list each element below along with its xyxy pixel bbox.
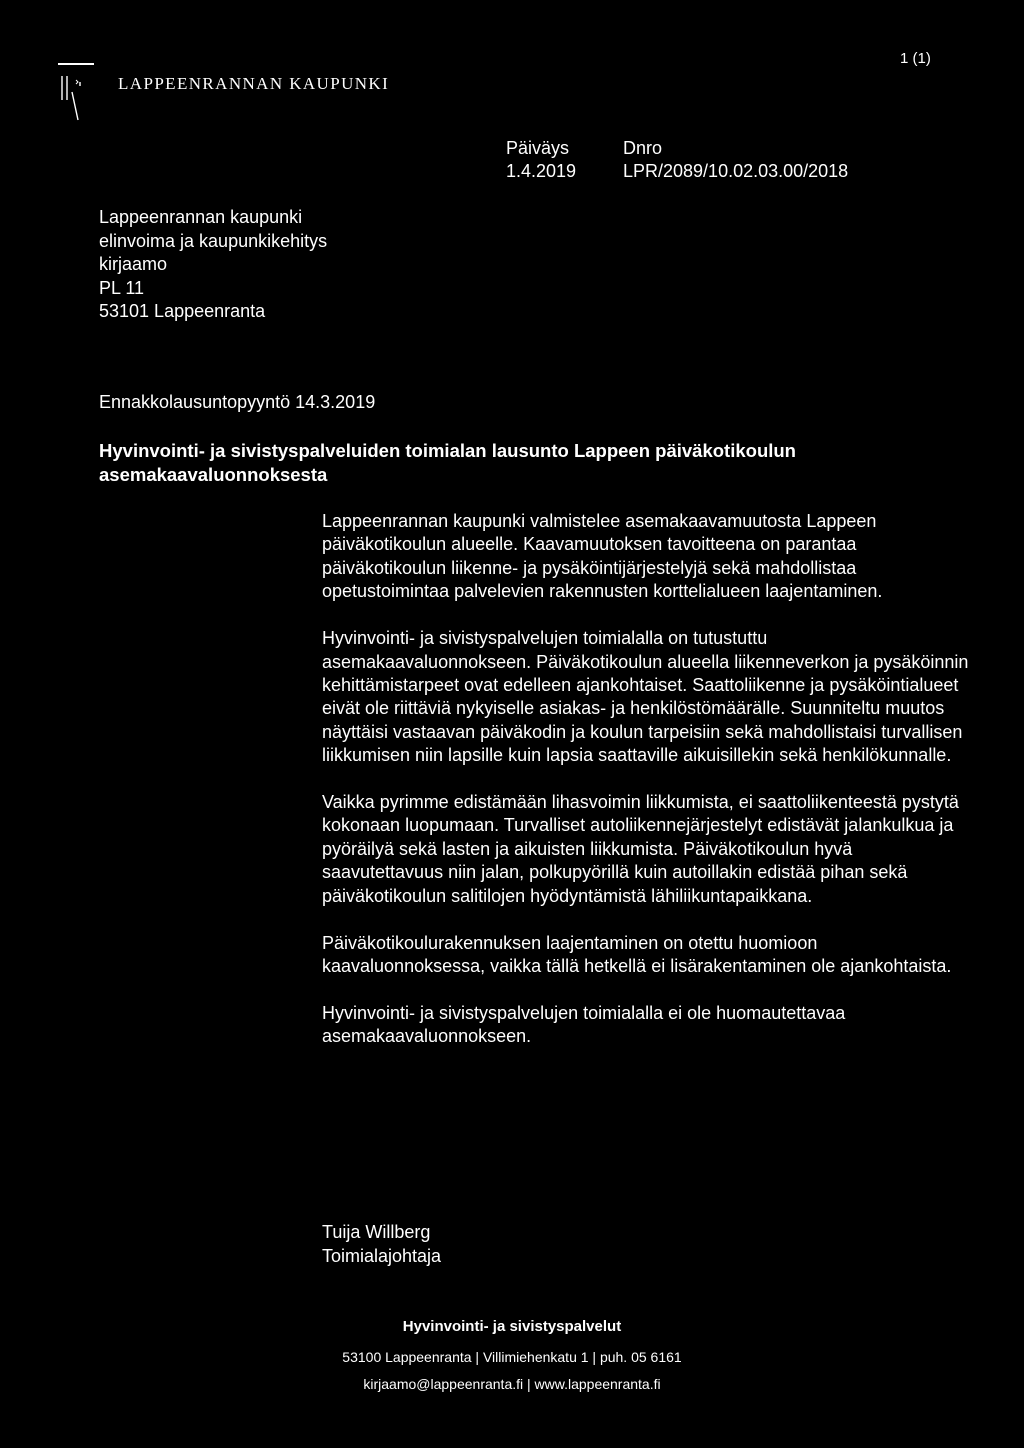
date-label: Päiväys [506, 138, 570, 158]
page-number: 1 (1) [900, 50, 931, 67]
recipient-line: elinvoima ja kaupunkikehitys [99, 230, 328, 251]
signatory-name: Tuija Willberg [322, 1222, 431, 1242]
organization-name: LAPPEENRANNAN KAUPUNKI [118, 74, 390, 93]
city-crest-icon [58, 62, 94, 122]
dnro-block [623, 137, 848, 183]
body-paragraph: Päiväkotikoulurakennuksen laajentaminen on otettu huomioon kaavaluonnoksessa, vaikka tällä hetkellä ei lisärakentaminen ole ajankohtaista. [322, 932, 952, 976]
body-paragraph: Lappeenrannan kaupunki valmistelee asemakaavamuutosta Lappeen päiväkotikoulun alueelle. Kaavamuutoksen tavoitteena on parantaa päiväkotikoulun liikenne- ja pysäköintijärjestelyjä sekä mahdollistaa opetustoimintaa palvelevien rakennusten korttelialueen laajentaminen. [322, 511, 883, 602]
footer-unit: Hyvinvointi- ja sivistyspalvelut [402, 1318, 622, 1335]
signature-block [322, 1221, 441, 1268]
body-paragraph: Vaikka pyrimme edistämään lihasvoimin liikkumista, ei saattoliikenteestä pystytä kokonaan luopumaan. Turvalliset autoliikennejärjestelyt edistävät jalankulkua ja pyöräilyä sekä lasten ja aikuisten liikkumista. Päiväkotikoulun hyvä saavutettavuus niin jalan, polkupyörillä kuin autoillakin edistää pihan sekä päiväkotikoulun salitilojen hyödyntämistä lähiliikuntapaikkana. [322, 792, 959, 906]
letter-body [322, 510, 972, 1072]
dnro-label: Dnro [623, 138, 663, 158]
recipient-address [99, 206, 327, 324]
footer-contact: kirjaamo@lappeenranta.fi | www.lappeenranta.fi [363, 1376, 661, 1392]
signatory-position: Toimialajohtaja [322, 1245, 442, 1266]
reference-line: Ennakkolausuntopyyntö 14.3.2019 [99, 392, 376, 412]
body-paragraph: Hyvinvointi- ja sivistyspalvelujen toimialalla on tutustuttu asemakaavaluonnokseen. Päiväkotikoulun alueella liikenneverkon ja pysäköinnin kehittämistarpeet ovat edelleen ajankohtaiset. Saattoliikenne ja pysäköintialueet eivät ole riittäviä nykyiselle asiakas- ja henkilöstömäärälle. Suunniteltu muutos näyttäisi vastaavan päiväkodin ja koulun tarpeisiin sekä mahdollistaisi turvallisen liikkumisen niin lapsille kuin lapsia saattaville aikuisillekin sekä henkilökunnalle. [322, 628, 969, 766]
recipient-line: kirjaamo [99, 254, 168, 274]
footer-address: 53100 Lappeenranta | Villimiehenkatu 1 | puh. 05 6161 [342, 1349, 682, 1365]
dnro-value: LPR/2089/10.02.03.00/2018 [623, 161, 849, 181]
document-title: Hyvinvointi- ja sivistyspalveluiden toimialan lausunto Lappeen päiväkotikoulun asemakaavaluonnoksesta [99, 440, 796, 485]
recipient-line: 53101 Lappeenranta [99, 301, 266, 321]
body-paragraph: Hyvinvointi- ja sivistyspalvelujen toimialalla ei ole huomautettavaa asemakaavaluonnokseen. [322, 1002, 846, 1047]
date-block [506, 137, 576, 183]
recipient-line: PL 11 [99, 277, 145, 298]
date-value: 1.4.2019 [506, 161, 577, 181]
recipient-line: Lappeenrannan kaupunki [99, 207, 303, 227]
